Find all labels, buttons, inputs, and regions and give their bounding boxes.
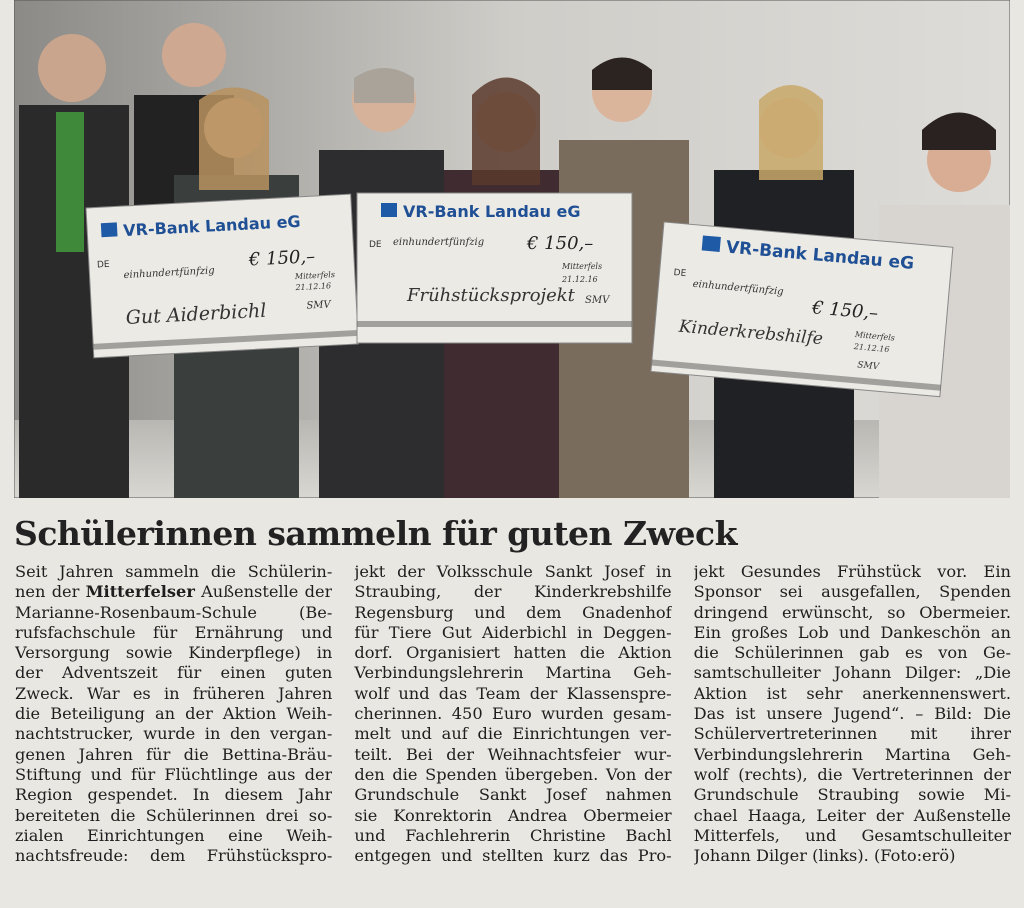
text-fragment: nen der (15, 582, 80, 602)
text-line: für Tiere Gut Aiderbichl in Deggen- (354, 622, 672, 642)
text-line: Ein großes Lob und Dankeschön an (693, 622, 1011, 642)
text-fragment: Außenstelle der (201, 582, 333, 602)
text-line: jekt Gesundes Frühstück vor. Ein (693, 562, 1011, 581)
text-line: und Fachlehrerin Christine Bachl (354, 825, 672, 845)
text-line: rufsfachschule für Ernährung und (15, 622, 333, 642)
text-line: zialen Einrichtungen eine Weih- (15, 825, 333, 845)
cheque-bank-name: VR-Bank Landau eG (725, 237, 915, 274)
cheque-recipient: Gut Aiderbichl (125, 299, 267, 330)
text-line: Grundschule Straubing sowie Mi- (693, 785, 1011, 805)
group-photo-illustration (14, 0, 1010, 498)
text-line: Marianne-Rosenbaum-Schule (Be- (15, 602, 333, 622)
cheque-date: 21.12.16 (853, 342, 890, 355)
text-line: der Adventszeit für einen guten (15, 663, 333, 683)
cheque-signature: SMV (585, 295, 610, 306)
text-line: Aktion ist sehr anerkennenswert. (693, 683, 1011, 703)
text-line: wolf (rechts), die Vertreterinnen der (693, 764, 1011, 784)
text-line: melt und auf die Einrichtungen ver- (354, 724, 672, 744)
cheque-recipient: Frühstücksprojekt (407, 285, 575, 306)
text-line: Verbindungslehrerin Martina Geh- (693, 744, 1011, 764)
text-line: nachtstrucker, wurde in den vergan- (15, 724, 333, 744)
text-line: Zweck. War es in früheren Jahren (15, 683, 333, 703)
text-line: Stiftung und für Flüchtlinge aus der (15, 764, 333, 784)
text-line: Versorgung sowie Kinderpflege) in (15, 643, 333, 663)
bank-logo-icon (702, 235, 721, 252)
text-line: bereiteten die Schülerinnen drei so- (15, 805, 333, 825)
text-line: wolf und das Team der Klassenspre- (354, 683, 672, 703)
text-line (15, 582, 332, 602)
cheque-country: DE (673, 268, 687, 280)
text-line: Schülervertreterinnen mit ihrer (693, 724, 1011, 744)
text-line: dringend erwünscht, so Obermeier. (693, 602, 1011, 622)
cheque-gut-aiderbichl (86, 194, 358, 358)
cheque-country: DE (369, 240, 382, 250)
text-line: Johann Dilger (links). (Foto:erö) (693, 846, 956, 866)
text-line: dorf. Organisiert hatten die Aktion (354, 643, 672, 663)
text-line: cherinnen. 450 Euro wurden gesam- (354, 704, 672, 724)
news-photo (14, 0, 1010, 498)
bank-logo-icon (101, 222, 118, 237)
text-line: nachtsfreude: dem Frühstückspro- (15, 846, 333, 866)
place-name-bold: Mitterfelser (85, 582, 195, 602)
text-line: die Schülerinnen gab es von Ge- (693, 643, 1011, 663)
cheque-bank-name: VR-Bank Landau eG (122, 211, 302, 241)
cheque-amount-words: einhundertfünfzig (692, 278, 784, 298)
cheque-amount: € 150,– (527, 233, 594, 254)
cheque-date: 21.12.16 (295, 281, 332, 293)
text-line: Regensburg und dem Gnadenhof (354, 602, 672, 622)
article-column-3 (694, 562, 1011, 892)
cheque-place: Mitterfels (562, 262, 603, 271)
text-line: jekt der Volksschule Sankt Josef in (354, 562, 672, 581)
text-line: Mitterfels, und Gesamtschulleiter (693, 825, 1011, 845)
text-line: samtschulleiter Johann Dilger: „Die (693, 663, 1011, 683)
cheque-amount-words: einhundertfünfzig (123, 265, 215, 282)
cheque-signature: SMV (306, 299, 332, 312)
cheque-recipient: Kinderkrebshilfe (678, 316, 824, 350)
article-body (15, 562, 1011, 892)
text-line: Verbindungslehrerin Martina Geh- (354, 663, 672, 683)
text-line: teilt. Bei der Weihnachtsfeier wur- (354, 744, 672, 764)
article-headline: Schülerinnen sammeln für guten Zweck (14, 514, 737, 553)
text-line: genen Jahren für die Bettina-Bräu- (15, 744, 333, 764)
text-line: Grundschule Sankt Josef nahmen (354, 785, 672, 805)
cheque-bank-name: VR-Bank Landau eG (403, 202, 581, 221)
cheque-place: Mitterfels (854, 330, 896, 343)
cheque-date: 21.12.16 (562, 275, 598, 284)
article-column-2 (354, 562, 671, 892)
cheque-amount: € 150,– (811, 297, 880, 324)
text-line: Das ist unsere Jugend“. – Bild: Die (693, 704, 1011, 724)
text-line: Straubing, der Kinderkrebshilfe (354, 582, 672, 602)
text-line: die Beteiligung an der Aktion Weih- (15, 704, 333, 724)
text-line: Sponsor sei ausgefallen, Spenden (693, 582, 1011, 602)
bank-logo-icon (381, 203, 397, 217)
cheque-kinderkrebshilfe (651, 222, 953, 397)
text-line: entgegen und stellten kurz das Pro- (354, 846, 672, 866)
cheque-signature: SMV (856, 360, 880, 373)
cheque-amount-words: einhundertfünfzig (393, 237, 485, 248)
cheque-fruehstuecksprojekt (357, 193, 632, 343)
cheque-country: DE (96, 259, 110, 271)
text-line: sie Konrektorin Andrea Obermeier (354, 805, 672, 825)
text-line: Region gespendet. In diesem Jahr (15, 785, 333, 805)
text-line: den die Spenden übergeben. Von der (354, 764, 672, 784)
cheque-place: Mitterfels (294, 270, 336, 282)
text-line: chael Haaga, Leiter der Außenstelle (693, 805, 1011, 825)
cheque-amount: € 150,– (248, 246, 316, 271)
text-line: Seit Jahren sammeln die Schülerin- (15, 562, 333, 581)
article-column-1 (15, 562, 332, 892)
